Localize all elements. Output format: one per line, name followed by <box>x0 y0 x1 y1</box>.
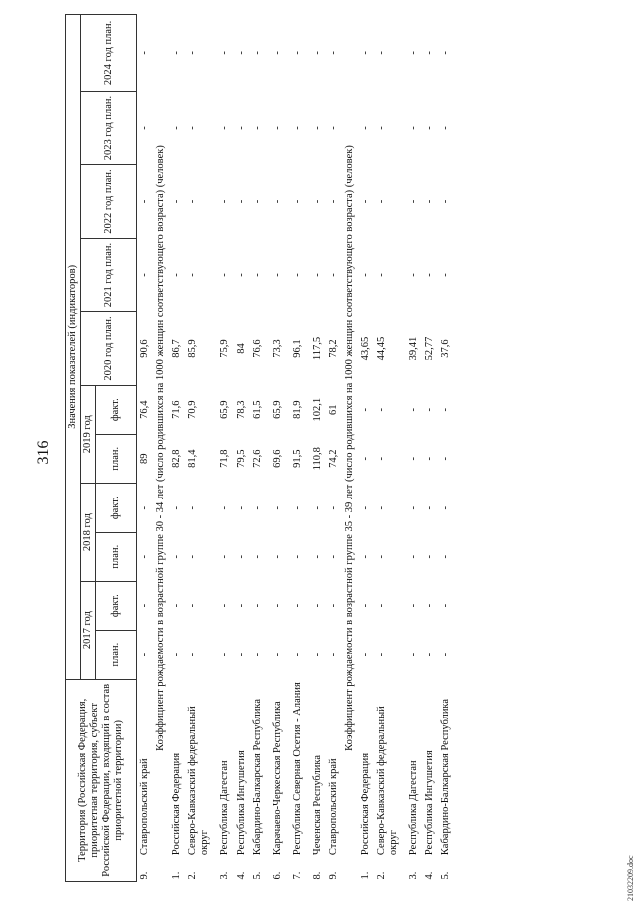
row-number: 2. <box>376 871 387 880</box>
row-number: 2. <box>187 871 199 880</box>
header-2019-plan: план. <box>96 434 137 483</box>
value-cell: - <box>311 505 323 510</box>
value-cell: - <box>187 652 199 657</box>
value-cell: - <box>171 505 183 510</box>
value-cell: - <box>251 273 263 277</box>
value-cell: 74,2 <box>327 449 339 468</box>
value-cell: - <box>139 126 151 130</box>
value-cell: - <box>359 273 371 277</box>
value-cell: - <box>187 199 199 204</box>
value-cell: - <box>187 51 199 55</box>
value-cell: 86,7 <box>171 339 183 358</box>
table-row <box>270 15 290 882</box>
territory-name: Российская Федерация <box>359 752 371 856</box>
value-cell: - <box>359 126 371 130</box>
value-cell: - <box>359 51 371 55</box>
territory-name: Карачаево-Черкесская Республика <box>271 701 283 856</box>
value-cell: - <box>187 603 199 608</box>
value-cell: 90,6 <box>139 339 151 358</box>
value-cell: - <box>271 126 283 130</box>
value-cell: - <box>219 505 231 510</box>
value-cell: 96,1 <box>291 339 303 358</box>
value-cell: - <box>376 199 387 204</box>
value-cell: - <box>408 407 420 412</box>
table-row <box>250 15 270 882</box>
value-cell: - <box>235 554 247 559</box>
value-cell: - <box>291 51 303 55</box>
value-cell: - <box>440 51 452 55</box>
value-cell: - <box>139 51 151 55</box>
territory-name: Кабардино-Балкарская Республика <box>251 698 263 856</box>
header-2018-plan: план. <box>96 532 137 581</box>
value-cell: - <box>311 126 323 130</box>
table-row <box>169 15 185 882</box>
value-cell: 78,2 <box>327 339 339 358</box>
value-cell: - <box>359 505 371 510</box>
value-cell: - <box>311 652 323 657</box>
value-cell: - <box>139 273 151 277</box>
value-cell: - <box>327 603 339 608</box>
table-row <box>326 15 342 882</box>
header-2023-plan: 2023 год план. <box>81 91 137 164</box>
table-header <box>66 15 137 882</box>
page-number: 316 <box>35 440 52 465</box>
row-number: 1. <box>359 871 371 880</box>
header-year-2018: 2018 год <box>81 483 96 581</box>
value-cell: - <box>424 199 436 204</box>
value-cell: - <box>359 652 371 657</box>
value-cell: - <box>408 51 420 55</box>
value-cell: - <box>440 652 452 657</box>
value-cell: - <box>187 554 199 559</box>
value-cell: - <box>291 554 303 559</box>
value-cell: 82,8 <box>171 449 183 468</box>
row-number: 9. <box>327 871 339 880</box>
value-cell: - <box>219 126 231 130</box>
value-cell: - <box>271 652 283 657</box>
value-cell: 37,6 <box>440 339 452 358</box>
value-cell: - <box>271 199 283 204</box>
value-cell: - <box>440 603 452 608</box>
value-cell: - <box>139 603 151 608</box>
value-cell: 72,6 <box>251 449 263 468</box>
value-cell: 39,41 <box>408 336 420 361</box>
value-cell: - <box>440 554 452 559</box>
value-cell: - <box>424 652 436 657</box>
value-cell: - <box>327 652 339 657</box>
value-cell: 65,9 <box>219 400 231 419</box>
value-cell: 70,9 <box>187 400 199 419</box>
value-cell: - <box>171 126 183 130</box>
value-cell: - <box>408 652 420 657</box>
value-cell: - <box>187 126 199 130</box>
value-cell: - <box>424 407 436 412</box>
table-row <box>234 15 250 882</box>
value-cell: - <box>327 51 339 55</box>
section-title-row <box>342 15 358 882</box>
territory-name: Республика Ингушетия <box>424 750 436 856</box>
table-row <box>137 15 154 882</box>
value-cell: - <box>440 407 452 412</box>
header-2024-plan: 2024 год план. <box>81 15 137 92</box>
header-year-2019: 2019 год <box>81 385 96 483</box>
value-cell: 71,8 <box>219 449 231 468</box>
territory-name: Чеченская Республика <box>311 755 323 856</box>
value-cell: - <box>424 126 436 130</box>
value-cell: - <box>171 554 183 559</box>
value-cell: - <box>440 456 452 461</box>
value-cell: - <box>327 126 339 130</box>
value-cell: - <box>187 505 199 510</box>
table-row <box>358 15 374 882</box>
value-cell: 81,9 <box>291 400 303 419</box>
section-title: Коэффициент рождаемости в возрастной группе 35 - 39 лет (число родившихся на 1000 женщин соответствующего возраста) (человек) <box>343 145 355 751</box>
value-cell: - <box>440 126 452 130</box>
table-row <box>406 15 422 882</box>
table-row <box>438 15 458 882</box>
value-cell: - <box>219 273 231 277</box>
value-cell: - <box>219 199 231 204</box>
value-cell: 79,5 <box>235 449 247 468</box>
row-number: 3. <box>408 871 420 880</box>
value-cell: - <box>187 273 199 277</box>
header-2021-plan: 2021 год план. <box>81 238 137 311</box>
section-title-row <box>153 15 169 882</box>
row-number: 5. <box>440 871 452 880</box>
header-2019-fact: факт. <box>96 385 137 434</box>
value-cell: 44,45 <box>376 336 387 361</box>
value-cell: - <box>139 199 151 204</box>
value-cell: - <box>440 199 452 204</box>
value-cell: - <box>359 554 371 559</box>
value-cell: - <box>171 652 183 657</box>
value-cell: 89 <box>139 453 151 464</box>
section-title: Коэффициент рождаемости в возрастной группе 30 - 34 лет (число родившихся на 1000 женщин соответствующего возраста) (человек) <box>155 145 167 751</box>
value-cell: 91,5 <box>291 449 303 468</box>
value-cell: - <box>311 273 323 277</box>
value-cell: 61,5 <box>251 400 263 419</box>
value-cell: - <box>424 603 436 608</box>
value-cell: 71,6 <box>171 400 183 419</box>
value-cell: 43,65 <box>359 336 371 361</box>
row-number: 7. <box>291 871 303 880</box>
value-cell: 52,77 <box>424 336 436 361</box>
value-cell: - <box>235 199 247 204</box>
territory-name: Ставропольский край <box>327 758 339 856</box>
value-cell: 102,1 <box>311 397 323 422</box>
value-cell: - <box>235 603 247 608</box>
value-cell: - <box>376 554 387 559</box>
value-cell: - <box>376 456 387 461</box>
territory-name: Ставропольский край <box>139 758 151 856</box>
value-cell: - <box>311 603 323 608</box>
territory-name: Республика Ингушетия <box>235 750 247 856</box>
value-cell: - <box>408 126 420 130</box>
value-cell: - <box>235 505 247 510</box>
value-cell: - <box>424 273 436 277</box>
value-cell: 75,9 <box>219 339 231 358</box>
value-cell: - <box>359 456 371 461</box>
value-cell: - <box>424 505 436 510</box>
table-row <box>290 15 310 882</box>
row-number: 9. <box>139 871 151 880</box>
value-cell: - <box>359 603 371 608</box>
table-row <box>422 15 438 882</box>
row-number: 4. <box>235 871 247 880</box>
value-cell: - <box>271 273 283 277</box>
territory-name: Северо-Кавказский федеральный округ <box>187 706 211 856</box>
indicators-table <box>65 14 458 882</box>
value-cell: - <box>271 603 283 608</box>
territory-name: Северо-Кавказский федеральный округ <box>376 706 400 856</box>
value-cell: - <box>271 554 283 559</box>
value-cell: 61 <box>327 404 339 415</box>
value-cell: - <box>408 554 420 559</box>
value-cell: 73,3 <box>271 339 283 358</box>
footer-code: 21032209.doc <box>626 855 635 901</box>
value-cell: - <box>271 505 283 510</box>
value-cell: - <box>408 603 420 608</box>
territory-name: Российская Федерация <box>171 752 183 856</box>
value-cell: - <box>235 51 247 55</box>
value-cell: 65,9 <box>271 400 283 419</box>
value-cell: - <box>376 126 387 130</box>
value-cell: - <box>376 51 387 55</box>
value-cell: - <box>408 456 420 461</box>
header-indicators: Значения показателей (индикаторов) <box>66 15 81 680</box>
value-cell: - <box>219 51 231 55</box>
value-cell: - <box>219 554 231 559</box>
value-cell: - <box>376 273 387 277</box>
value-cell: 117,5 <box>311 336 323 361</box>
header-2020-plan: 2020 год план. <box>81 312 137 385</box>
value-cell: - <box>251 603 263 608</box>
value-cell: - <box>376 603 387 608</box>
value-cell: - <box>291 273 303 277</box>
header-territory: Территория (Российская Федерация, приоритетная территория, субъект Российской Федерации, входящий в состав приоритетной территории) <box>66 679 137 881</box>
value-cell: 78,3 <box>235 400 247 419</box>
value-cell: - <box>424 456 436 461</box>
value-cell: 110,8 <box>311 447 323 471</box>
value-cell: - <box>251 652 263 657</box>
territory-name: Кабардино-Балкарская Республика <box>440 698 452 856</box>
value-cell: - <box>424 554 436 559</box>
value-cell: - <box>271 51 283 55</box>
table-row <box>374 15 406 882</box>
value-cell: - <box>235 126 247 130</box>
value-cell: 85,9 <box>187 339 199 358</box>
value-cell: - <box>219 603 231 608</box>
table-body <box>137 15 459 882</box>
row-number: 1. <box>171 871 183 880</box>
value-cell: - <box>311 51 323 55</box>
header-year-2017: 2017 год <box>81 581 96 679</box>
value-cell: - <box>376 652 387 657</box>
header-2022-plan: 2022 год план. <box>81 165 137 238</box>
territory-name: Республика Дагестан <box>408 760 420 856</box>
row-number: 8. <box>311 871 323 880</box>
value-cell: - <box>171 51 183 55</box>
value-cell: - <box>359 199 371 204</box>
value-cell: - <box>440 505 452 510</box>
value-cell: - <box>139 652 151 657</box>
value-cell: - <box>376 407 387 412</box>
value-cell: - <box>251 51 263 55</box>
value-cell: - <box>327 505 339 510</box>
value-cell: - <box>219 652 231 657</box>
value-cell: 84 <box>235 343 247 354</box>
table-row <box>310 15 326 882</box>
header-2018-fact: факт. <box>96 483 137 532</box>
value-cell: - <box>251 126 263 130</box>
value-cell: - <box>251 554 263 559</box>
header-2017-plan: план. <box>96 630 137 679</box>
value-cell: - <box>251 199 263 204</box>
row-number: 5. <box>251 871 263 880</box>
value-cell: - <box>327 554 339 559</box>
value-cell: - <box>440 273 452 277</box>
value-cell: - <box>171 199 183 204</box>
value-cell: - <box>327 199 339 204</box>
table-row <box>185 15 217 882</box>
value-cell: - <box>251 505 263 510</box>
value-cell: - <box>327 273 339 277</box>
value-cell: - <box>235 652 247 657</box>
value-cell: - <box>171 273 183 277</box>
territory-name: Республика Дагестан <box>219 760 231 856</box>
value-cell: - <box>311 199 323 204</box>
value-cell: 69,6 <box>271 449 283 468</box>
header-2017-fact: факт. <box>96 581 137 630</box>
value-cell: - <box>139 554 151 559</box>
value-cell: - <box>311 554 323 559</box>
value-cell: - <box>291 652 303 657</box>
value-cell: - <box>291 603 303 608</box>
value-cell: 76,4 <box>139 400 151 419</box>
value-cell: - <box>291 505 303 510</box>
row-number: 6. <box>271 871 283 880</box>
value-cell: 81,4 <box>187 449 199 468</box>
value-cell: 76,6 <box>251 339 263 358</box>
row-number: 3. <box>219 871 231 880</box>
value-cell: - <box>359 407 371 412</box>
value-cell: - <box>291 126 303 130</box>
value-cell: - <box>139 505 151 510</box>
value-cell: - <box>424 51 436 55</box>
value-cell: - <box>408 505 420 510</box>
territory-name: Республика Северная Осетия - Алания <box>291 682 303 856</box>
value-cell: - <box>235 273 247 277</box>
value-cell: - <box>291 199 303 204</box>
row-number: 4. <box>424 871 436 880</box>
value-cell: - <box>408 199 420 204</box>
table-row <box>217 15 233 882</box>
value-cell: - <box>171 603 183 608</box>
value-cell: - <box>408 273 420 277</box>
value-cell: - <box>376 505 387 510</box>
